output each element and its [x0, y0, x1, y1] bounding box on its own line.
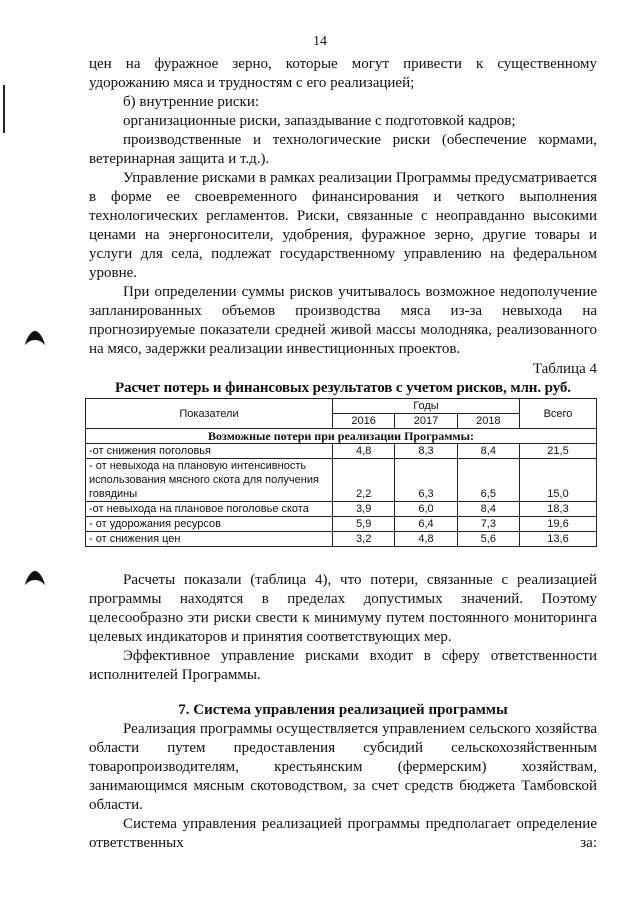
cell-2018: 8,4 [457, 444, 519, 459]
table-subheader: Возможные потери при реализации Программы: [86, 429, 597, 444]
header-year: 2017 [395, 414, 457, 429]
row-label: -от снижения поголовья [86, 444, 333, 459]
table-label: Таблица 4 [532, 361, 597, 377]
cell-2016: 3,2 [333, 532, 395, 547]
cell-total: 21,5 [520, 444, 597, 459]
table-row [86, 459, 597, 502]
cell-2018: 7,3 [457, 517, 519, 532]
cell-total: 19,6 [520, 517, 597, 532]
cell-2017: 4,8 [395, 532, 457, 547]
cell-2016: 3,9 [333, 502, 395, 517]
cell-2018: 5,6 [457, 532, 519, 547]
cell-total: 13,6 [520, 532, 597, 547]
paragraph: цен на фуражное зерно, которые могут привести к существенному удорожанию мяса и трудностям с его реализацией; [89, 56, 597, 91]
header-year: 2018 [457, 414, 519, 429]
paragraph: б) внутренние риски: [123, 94, 260, 110]
row-label: - от снижения цен [86, 532, 333, 547]
header-total: Всего [520, 399, 597, 429]
paragraph: При определении суммы рисков учитывалось возможное недополучение запланированных объемов производства мяса из-за невыхода на прогнозируемые показатели средней живой массы молодняка, реализованного на мясо, задержки реализации инвестиционных проектов. [89, 284, 597, 357]
cell-2017: 6,4 [395, 517, 457, 532]
cell-total: 15,0 [520, 459, 597, 502]
row-label: -от невыхода на плановое поголовье скота [86, 502, 333, 517]
risk-table [85, 398, 597, 547]
table-row [86, 502, 597, 517]
table-row [86, 532, 597, 547]
cell-2018: 8,4 [457, 502, 519, 517]
paragraph: Система управления реализацией программы предполагает определение ответственных за: [89, 816, 597, 851]
cell-2016: 2,2 [333, 459, 395, 502]
cell-2017: 6,3 [395, 459, 457, 502]
paragraph: Управление рисками в рамках реализации Программы предусматривается в форме ее своевременного финансирования и четкого выполнения технологических регламентов. Риски, связанные с неоправданно высокими ценами на энергоносители, удобрения, фуражное зерно, другие товары и услуги для села, подлежат государственному управлению на федеральном уровне. [89, 170, 597, 281]
cell-total: 18,3 [520, 502, 597, 517]
header-year: 2016 [333, 414, 395, 429]
punch-hole-icon [24, 330, 46, 346]
punch-hole-icon [24, 570, 46, 586]
cell-2016: 5,9 [333, 517, 395, 532]
cell-2018: 6,5 [457, 459, 519, 502]
page-number: 14 [313, 34, 327, 49]
paragraph: Расчеты показали (таблица 4), что потери, связанные с реализацией программы находятся в пределах допустимых значений. Поэтому целесообразно эти риски свести к минимуму путем постоянного мониторинга целевых индикаторов и принятия соответствующих мер. [89, 572, 597, 645]
cell-2017: 8,3 [395, 444, 457, 459]
body-text [89, 55, 597, 853]
paragraph: организационные риски, запаздывание с подготовкой кадров; [123, 113, 516, 129]
header-indicator: Показатели [86, 399, 333, 429]
row-label: - от невыхода на плановую интенсивность использования мясного скота для получения говядины [86, 459, 333, 502]
table-row [86, 444, 597, 459]
cell-2016: 4,8 [333, 444, 395, 459]
margin-mark [3, 85, 5, 133]
cell-2017: 6,0 [395, 502, 457, 517]
header-years: Годы [333, 399, 520, 414]
table-row [86, 517, 597, 532]
paragraph: производственные и технологические риски (обеспечение кормами, ветеринарная защита и т.д.). [89, 132, 597, 167]
table-title: Расчет потерь и финансовых результатов с учетом рисков, млн. руб. [115, 380, 571, 396]
paragraph: Реализация программы осуществляется управлением сельского хозяйства области путем предоставления субсидий сельскохозяйственным товаропроизводителям, крестьянским (фермерским) хозяйствам, занимающимся мясным скотоводством, за счет средств бюджета Тамбовской области. [89, 721, 597, 813]
paragraph: Эффективное управление рисками входит в сферу ответственности исполнителей Программы. [89, 648, 597, 683]
row-label: - от удорожания ресурсов [86, 517, 333, 532]
section-title: 7. Система управления реализацией программы [178, 702, 508, 718]
